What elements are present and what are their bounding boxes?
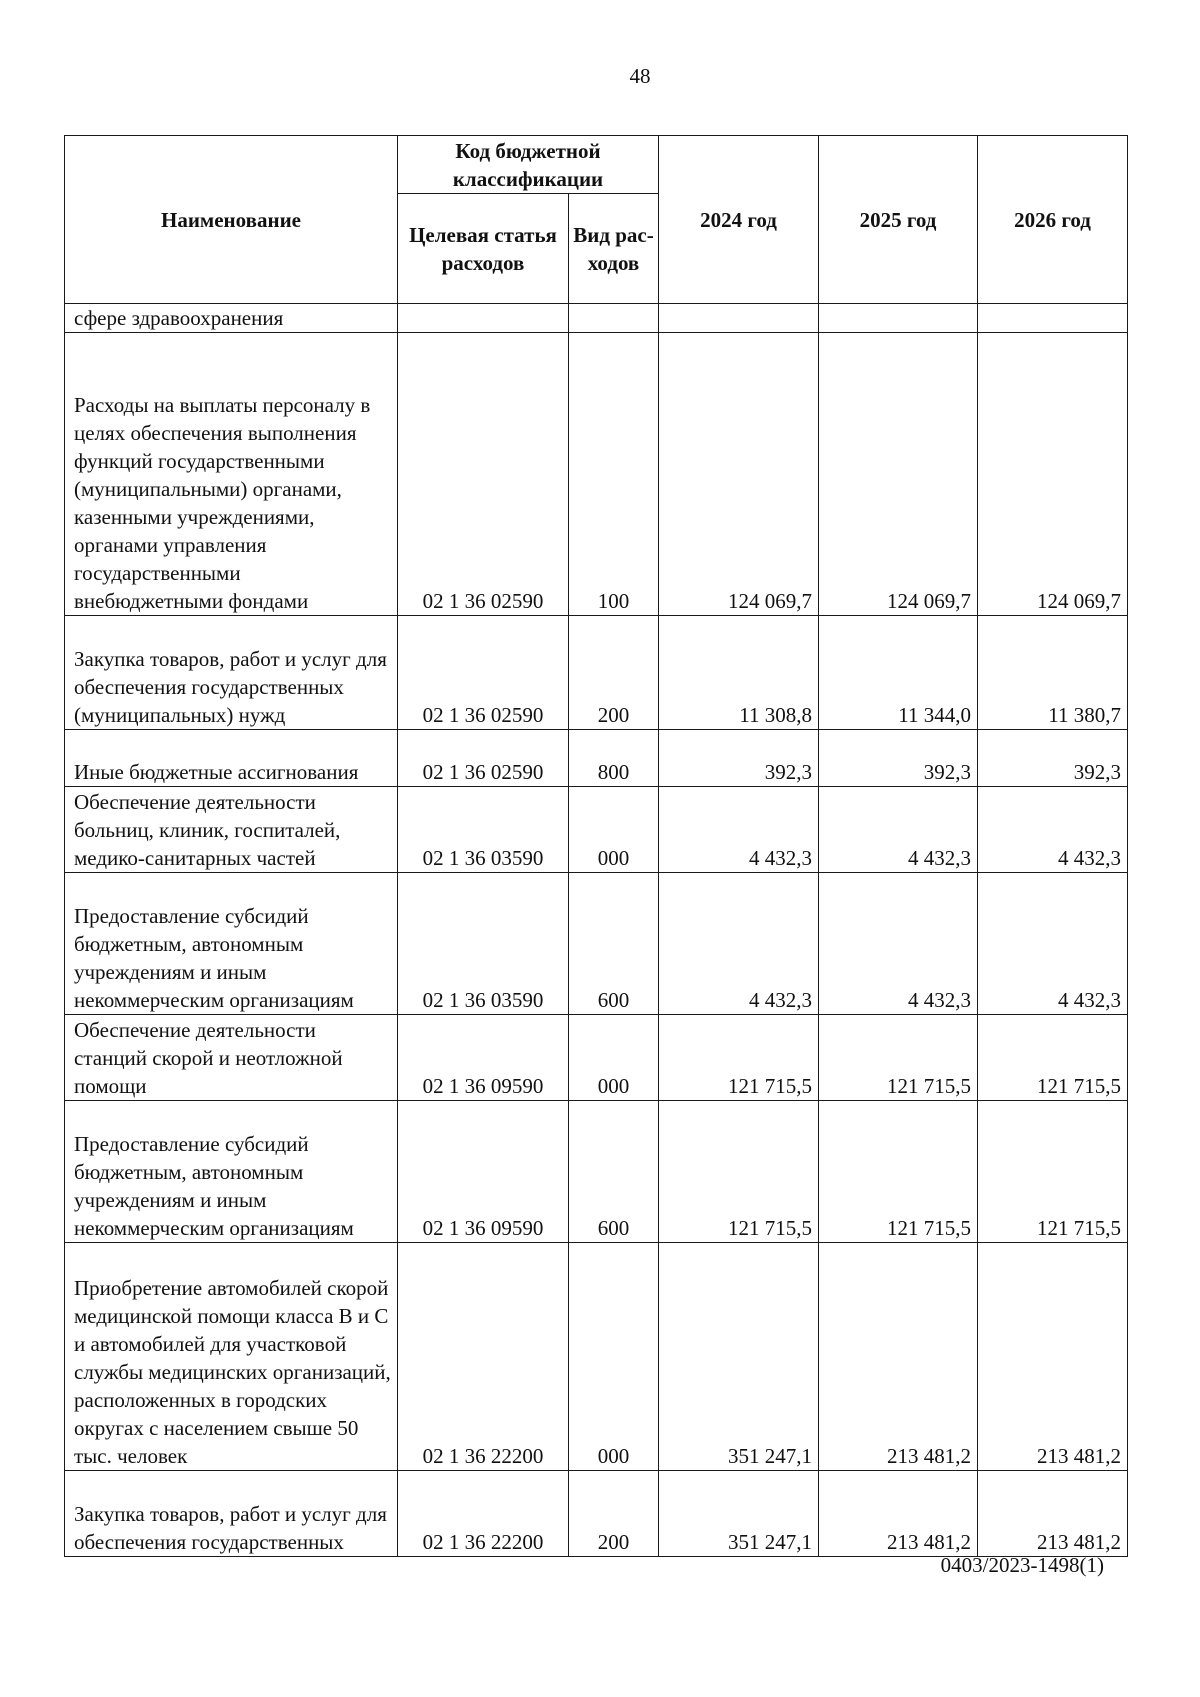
- row-value-2024: 121 715,5: [659, 1101, 819, 1243]
- row-value-2026: 4 432,3: [978, 787, 1128, 873]
- row-expense-kind: 800: [569, 730, 659, 787]
- row-name: Предоставление субсидий бюджетным, автономным учреждениям и иным некоммерческим организациям: [65, 1101, 398, 1243]
- row-value-2024: [659, 304, 819, 333]
- table-row: [65, 333, 1128, 616]
- row-value-2025: 121 715,5: [819, 1015, 978, 1101]
- row-target-code: 02 1 36 22200: [398, 1243, 569, 1471]
- document-code: 0403/2023-1498(1): [940, 1553, 1104, 1577]
- row-value-2026: [978, 304, 1128, 333]
- row-name: Расходы на выплаты персоналу в целях обеспечения выполнения функций государственными (муниципальными) органами, казенными учреждениями, органами управления государственными внебюджетными фондами: [65, 333, 398, 616]
- table-row: [65, 873, 1128, 1015]
- header-year-2026: 2026 год: [978, 136, 1128, 304]
- row-target-code: 02 1 36 03590: [398, 873, 569, 1015]
- table-row: [65, 616, 1128, 730]
- row-value-2026: 4 432,3: [978, 873, 1128, 1015]
- row-expense-kind: 600: [569, 873, 659, 1015]
- row-value-2024: 351 247,1: [659, 1243, 819, 1471]
- row-expense-kind: 200: [569, 616, 659, 730]
- table-row: [65, 1243, 1128, 1471]
- row-name: Обеспечение деятельности станций скорой и неотложной помощи: [65, 1015, 398, 1101]
- row-target-code: 02 1 36 09590: [398, 1015, 569, 1101]
- row-name: сфере здравоохранения: [65, 304, 398, 333]
- row-value-2026: 121 715,5: [978, 1101, 1128, 1243]
- row-value-2024: 124 069,7: [659, 333, 819, 616]
- row-name: Обеспечение деятельности больниц, клиник, госпиталей, медико-санитарных частей: [65, 787, 398, 873]
- row-value-2024: 351 247,1: [659, 1471, 819, 1557]
- header-expense-kind: Вид рас-ходов: [569, 194, 659, 304]
- row-name: Предоставление субсидий бюджетным, автономным учреждениям и иным некоммерческим организациям: [65, 873, 398, 1015]
- row-target-code: 02 1 36 03590: [398, 787, 569, 873]
- table-row: [65, 1015, 1128, 1101]
- row-value-2025: 4 432,3: [819, 873, 978, 1015]
- header-target-article: Целевая статья расходов: [398, 194, 569, 304]
- row-expense-kind: 000: [569, 1243, 659, 1471]
- header-year-2025: 2025 год: [819, 136, 978, 304]
- header-name: Наименование: [65, 136, 398, 304]
- row-value-2024: 121 715,5: [659, 1015, 819, 1101]
- row-value-2026: 124 069,7: [978, 333, 1128, 616]
- row-target-code: 02 1 36 02590: [398, 730, 569, 787]
- row-target-code: 02 1 36 09590: [398, 1101, 569, 1243]
- row-target-code: 02 1 36 22200: [398, 1471, 569, 1557]
- row-expense-kind: 000: [569, 787, 659, 873]
- row-name: Закупка товаров, работ и услуг для обеспечения государственных (муниципальных) нужд: [65, 616, 398, 730]
- row-target-code: [398, 304, 569, 333]
- row-value-2026: 11 380,7: [978, 616, 1128, 730]
- row-expense-kind: [569, 304, 659, 333]
- table-row: [65, 304, 1128, 333]
- table-row: [65, 787, 1128, 873]
- row-value-2026: 392,3: [978, 730, 1128, 787]
- row-name: Иные бюджетные ассигнования: [65, 730, 398, 787]
- table-row: [65, 1101, 1128, 1243]
- row-value-2025: 11 344,0: [819, 616, 978, 730]
- row-value-2025: [819, 304, 978, 333]
- row-value-2025: 121 715,5: [819, 1101, 978, 1243]
- row-target-code: 02 1 36 02590: [398, 333, 569, 616]
- row-value-2024: 392,3: [659, 730, 819, 787]
- row-value-2025: 4 432,3: [819, 787, 978, 873]
- row-name: Закупка товаров, работ и услуг для обеспечения государственных: [65, 1471, 398, 1557]
- row-value-2026: 213 481,2: [978, 1471, 1128, 1557]
- header-code-group: Код бюджетной классификации: [398, 136, 659, 194]
- table-row: [65, 730, 1128, 787]
- page-number: 48: [629, 64, 651, 88]
- row-expense-kind: 100: [569, 333, 659, 616]
- row-name: Приобретение автомобилей скорой медицинской помощи класса В и С и автомобилей для участковой службы медицинских организаций, расположенных в городских округах с населением свыше 50 тыс. человек: [65, 1243, 398, 1471]
- row-value-2026: 121 715,5: [978, 1015, 1128, 1101]
- budget-table: [64, 135, 1128, 1557]
- row-value-2025: 124 069,7: [819, 333, 978, 616]
- row-value-2026: 213 481,2: [978, 1243, 1128, 1471]
- row-value-2025: 392,3: [819, 730, 978, 787]
- row-expense-kind: 200: [569, 1471, 659, 1557]
- row-value-2025: 213 481,2: [819, 1471, 978, 1557]
- row-expense-kind: 600: [569, 1101, 659, 1243]
- table-row: [65, 1471, 1128, 1557]
- row-target-code: 02 1 36 02590: [398, 616, 569, 730]
- header-year-2024: 2024 год: [659, 136, 819, 304]
- row-expense-kind: 000: [569, 1015, 659, 1101]
- row-value-2024: 11 308,8: [659, 616, 819, 730]
- row-value-2025: 213 481,2: [819, 1243, 978, 1471]
- row-value-2024: 4 432,3: [659, 873, 819, 1015]
- row-value-2024: 4 432,3: [659, 787, 819, 873]
